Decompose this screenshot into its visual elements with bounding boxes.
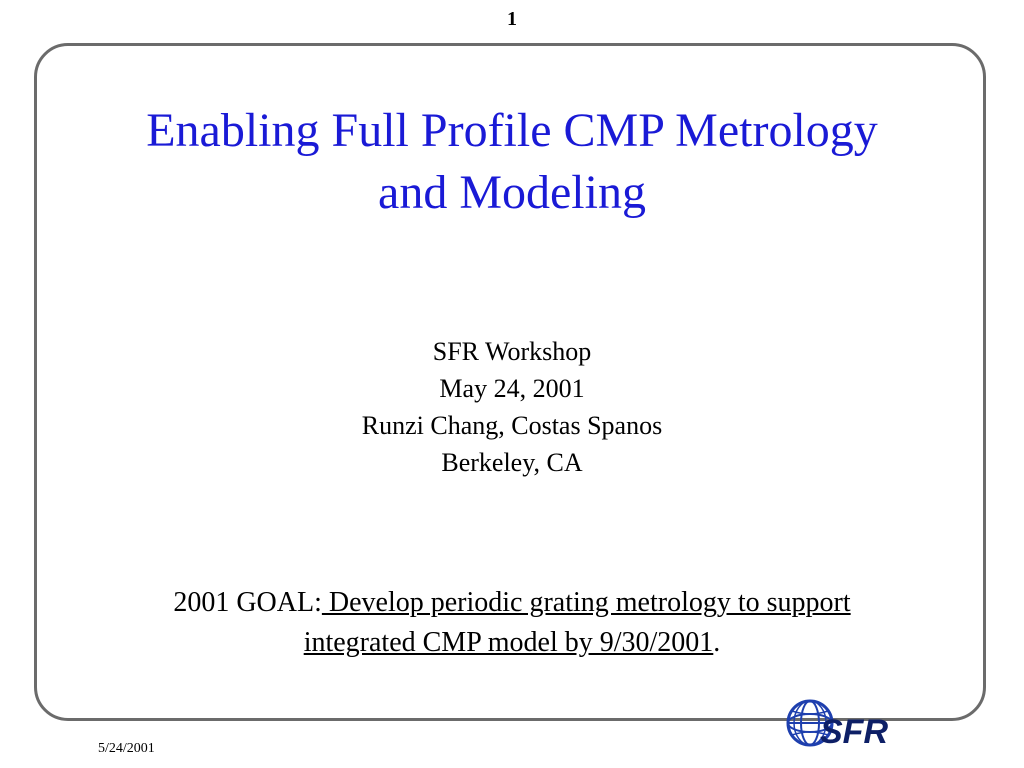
goal-label: 2001 GOAL: — [173, 587, 322, 618]
event-date: May 24, 2001 — [439, 374, 585, 403]
goal-text-line-1: Develop periodic grating metrology to support — [321, 587, 851, 618]
authors: Runzi Chang, Costas Spanos — [361, 411, 663, 440]
event-name: SFR Workshop — [432, 337, 592, 366]
sfr-logo — [782, 697, 902, 753]
location: Berkeley, CA — [441, 448, 583, 477]
goal-statement — [40, 583, 984, 663]
goal-text-line-2: integrated CMP model by 9/30/2001 — [303, 627, 714, 658]
title-line-1: Enabling Full Profile CMP Metrology — [146, 104, 878, 157]
goal-period: . — [713, 627, 721, 658]
footer-date: 5/24/2001 — [98, 741, 155, 756]
title-line-2: and Modeling — [378, 166, 646, 219]
sfr-logo-text: SFR — [820, 713, 888, 751]
page-number: 1 — [507, 8, 517, 30]
slide-title — [40, 100, 984, 224]
presentation-info — [0, 333, 1024, 481]
